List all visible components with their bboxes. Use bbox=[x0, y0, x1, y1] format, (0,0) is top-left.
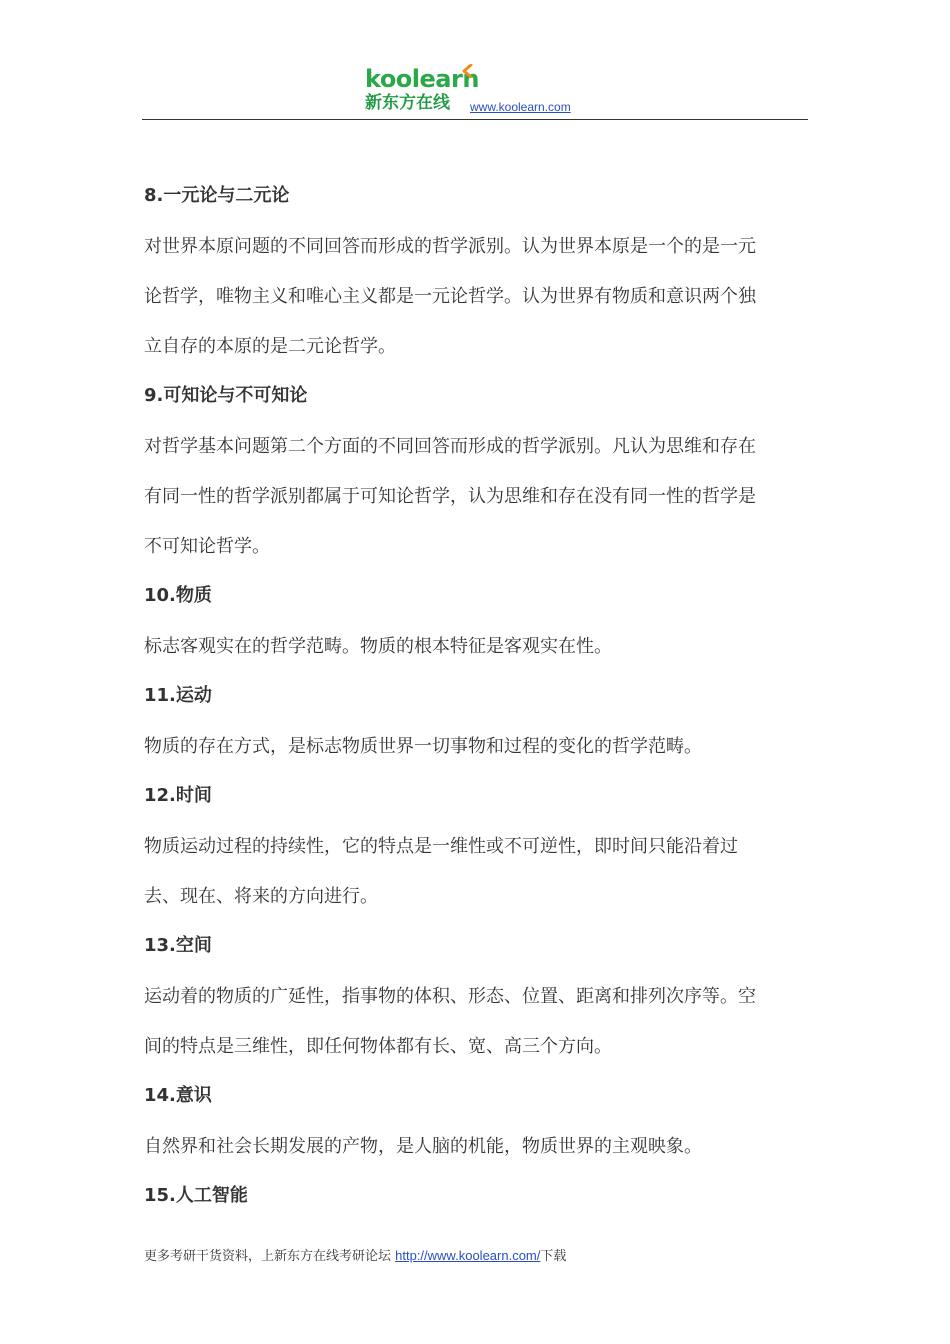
logo-chinese-name: 新东方在线 bbox=[365, 93, 450, 113]
page-footer bbox=[144, 1245, 566, 1264]
text-line: 去、现在、将来的方向进行。 bbox=[144, 886, 378, 907]
section-heading: 8.一元论与二元论 bbox=[144, 185, 290, 206]
text-line: 运动着的物质的广延性，指事物的体积、形态、位置、距离和排列次序等。空 bbox=[144, 986, 756, 1007]
section-heading: 15.人工智能 bbox=[144, 1185, 248, 1206]
text-line: 对哲学基本问题第二个方面的不同回答而形成的哲学派别。凡认为思维和存在 bbox=[144, 436, 756, 457]
section bbox=[144, 672, 804, 772]
section bbox=[144, 922, 804, 1072]
section-text bbox=[144, 222, 804, 372]
logo-chevron-icon bbox=[461, 64, 473, 78]
logo-wordmark: koolearn bbox=[365, 65, 479, 93]
section-text bbox=[144, 722, 804, 772]
text-line: 间的特点是三维性，即任何物体都有长、宽、高三个方向。 bbox=[144, 1036, 612, 1057]
section-text bbox=[144, 1122, 804, 1172]
text-line: 物质运动过程的持续性，它的特点是一维性或不可逆性，即时间只能沿着过 bbox=[144, 836, 738, 857]
section bbox=[144, 772, 804, 922]
text-line: 不可知论哲学。 bbox=[144, 536, 270, 557]
section-heading: 13.空间 bbox=[144, 935, 212, 956]
section-text bbox=[144, 822, 804, 922]
section-heading: 12.时间 bbox=[144, 785, 212, 806]
section-heading: 9.可知论与不可知论 bbox=[144, 385, 308, 406]
footer-link[interactable]: http://www.koolearn.com/ bbox=[395, 1248, 541, 1263]
section-heading: 14.意识 bbox=[144, 1085, 212, 1106]
koolearn-logo[interactable] bbox=[365, 66, 585, 116]
text-line: 有同一性的哲学派别都属于可知论哲学，认为思维和存在没有同一性的哲学是 bbox=[144, 486, 756, 507]
section bbox=[144, 1172, 804, 1222]
section-text bbox=[144, 422, 804, 572]
text-line: 自然界和社会长期发展的产物，是人脑的机能，物质世界的主观映象。 bbox=[144, 1136, 702, 1157]
page-header bbox=[0, 0, 950, 122]
section bbox=[144, 172, 804, 372]
header-divider bbox=[142, 119, 808, 120]
text-line: 标志客观实在的哲学范畴。物质的根本特征是客观实在性。 bbox=[144, 636, 612, 657]
section bbox=[144, 572, 804, 672]
footer-text: 更多考研干货资料，上新东方在线考研论坛 bbox=[144, 1249, 396, 1264]
text-line: 论哲学，唯物主义和唯心主义都是一元论哲学。认为世界有物质和意识两个独 bbox=[144, 286, 756, 307]
section-heading: 10.物质 bbox=[144, 585, 212, 606]
section bbox=[144, 1072, 804, 1172]
document-body bbox=[144, 172, 804, 1222]
section-text bbox=[144, 972, 804, 1072]
header-url-link[interactable]: www.koolearn.com bbox=[470, 100, 571, 114]
section bbox=[144, 372, 804, 572]
text-line: 立自存的本原的是二元论哲学。 bbox=[144, 336, 396, 357]
text-line: 对世界本原问题的不同回答而形成的哲学派别。认为世界本原是一个的是一元 bbox=[144, 236, 756, 257]
text-line: 物质的存在方式，是标志物质世界一切事物和过程的变化的哲学范畴。 bbox=[144, 736, 702, 757]
section-text bbox=[144, 622, 804, 672]
section-heading: 11.运动 bbox=[144, 685, 212, 706]
footer-suffix: 下载 bbox=[540, 1249, 567, 1264]
